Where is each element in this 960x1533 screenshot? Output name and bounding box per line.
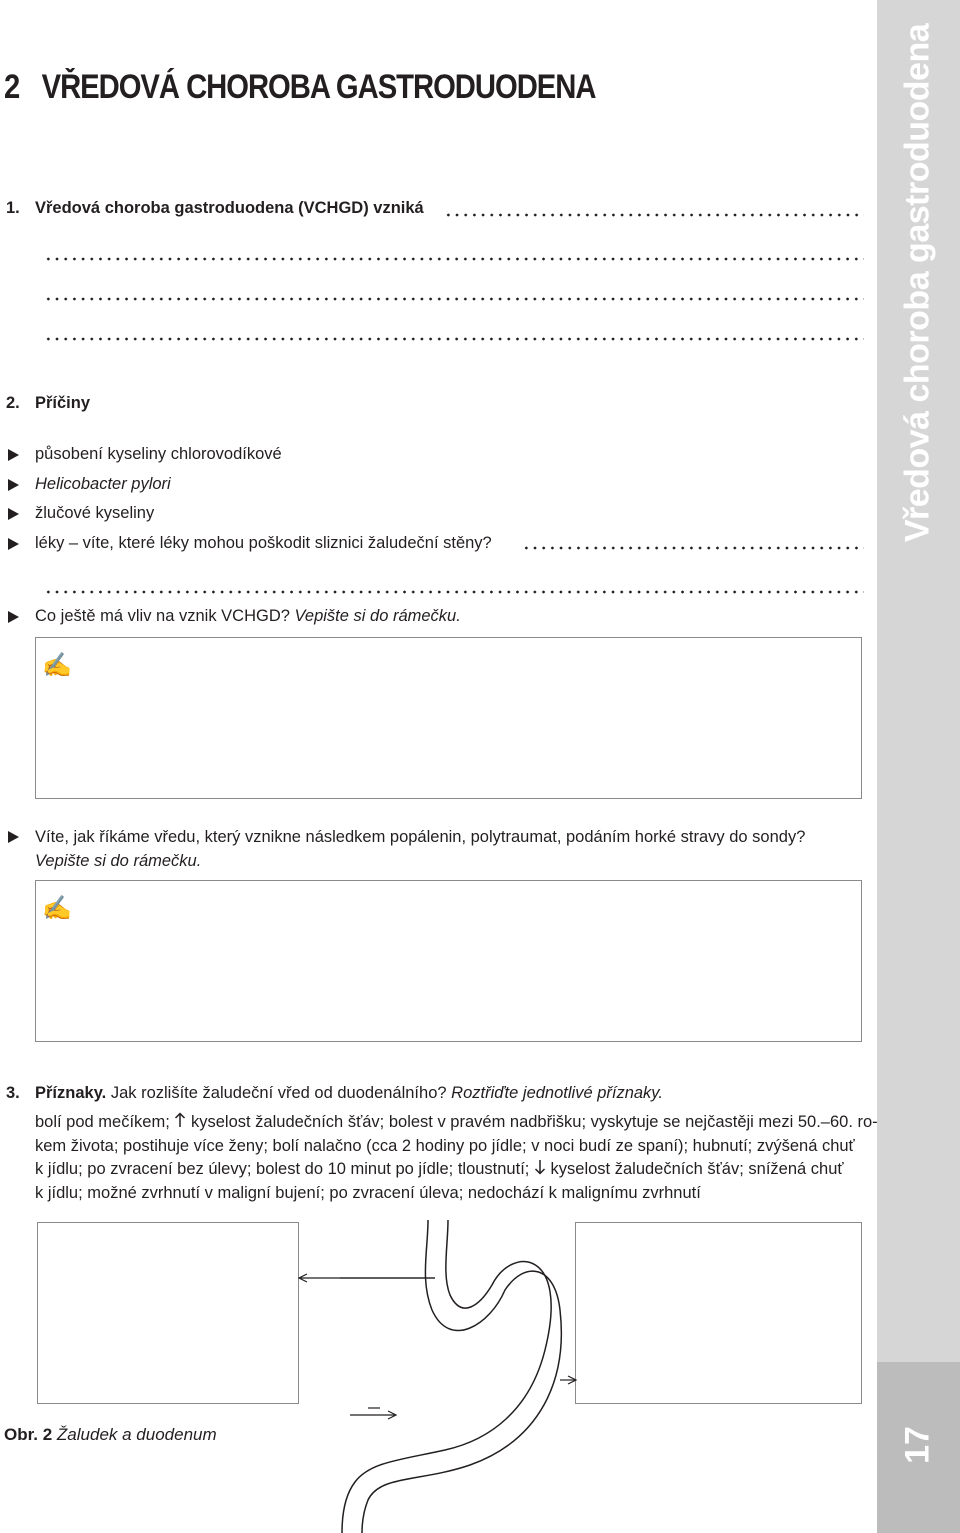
section3-question: Jak rozlišíte žaludeční vřed od duodenálního?: [110, 1084, 447, 1102]
question2: [35, 826, 865, 873]
side-tab-title: Vředová choroba gastroduodena: [898, 23, 937, 543]
cause-item: působení kyseliny chlorovodíkové: [35, 445, 282, 463]
symptoms-line: k jídlu; možné zvrhnutí v maligní bujení; po zvracení úleva; nedochází k malignímu zvrhnutí: [35, 1183, 701, 1202]
section3-heading: Příznaky.: [35, 1084, 107, 1102]
answer-line[interactable]: [444, 212, 864, 218]
bullet-triangle-icon: [8, 611, 19, 623]
section3-instruction: Roztřiďte jednotlivé příznaky.: [451, 1084, 663, 1102]
answer-box[interactable]: [35, 637, 862, 799]
symptoms-text: bolí pod mečíkem;: [35, 1113, 175, 1131]
section3-number: 3.: [6, 1084, 20, 1102]
section2-number: 2.: [6, 394, 20, 412]
figure-caption-text: Žaludek a duodenum: [56, 1425, 217, 1444]
chapter-number: 2: [4, 68, 20, 106]
symptoms-text: kyselost žaludečních šťáv; bolest v pravém nadbřišku; vyskytuje se nejčastěji mezi 50.–60. ro-: [186, 1113, 878, 1131]
answer-box[interactable]: [35, 880, 862, 1042]
section1-text: [35, 199, 424, 218]
question2-instruction: Vepište si do rámečku.: [35, 851, 202, 870]
answer-line[interactable]: [44, 256, 864, 262]
symptoms-paragraph: [35, 1111, 878, 1205]
symptoms-text: kyselost žaludečních šťáv; snížená chuť: [545, 1160, 844, 1178]
down-arrow-icon: [534, 1159, 546, 1175]
symptoms-line: [35, 1111, 878, 1135]
section2-heading: Příčiny: [35, 394, 91, 412]
bullet-triangle-icon: [8, 538, 19, 550]
section3-title: [35, 1084, 663, 1103]
symptoms-text: k jídlu; po zvracení bez úlevy; bolest do 10 minut po jídle; tloustnutí;: [35, 1160, 534, 1178]
answer-line[interactable]: [522, 545, 864, 551]
answer-line[interactable]: [44, 589, 864, 595]
section1-number: 1.: [6, 199, 20, 217]
question2-text: Víte, jak říkáme vředu, který vznikne následkem popálenin, polytraumat, podáním horké stravy do sondy?: [35, 828, 806, 846]
chapter-title-text: VŘEDOVÁ CHOROBA GASTRODUODENA: [41, 68, 596, 106]
pen-writing-icon: ✍: [42, 895, 72, 922]
bullet-triangle-icon: [8, 449, 19, 461]
pen-writing-icon: ✍: [42, 652, 72, 679]
bullet-triangle-icon: [8, 831, 19, 843]
cause-item: žlučové kyseliny: [35, 504, 155, 522]
cause-item: Helicobacter pylori: [35, 475, 171, 493]
diagram-arrows: [290, 1270, 580, 1440]
gastric-ulcer-box[interactable]: [37, 1222, 299, 1404]
figure-label: Obr. 2: [4, 1425, 53, 1444]
symptoms-line: [35, 1158, 865, 1182]
page-number: 17: [898, 1426, 937, 1464]
figure-caption: [4, 1425, 217, 1445]
chapter-title: [4, 68, 595, 107]
bullet-triangle-icon: [8, 508, 19, 520]
answer-line[interactable]: [44, 296, 864, 302]
symptoms-line: kem života; postihuje více ženy; bolí nalačno (cca 2 hodiny po jídle; v noci budí ze spaní); hubnutí; zvýšená chuť: [35, 1136, 855, 1155]
question1: [35, 607, 461, 626]
question1-text: Co ještě má vliv na vznik VCHGD?: [35, 607, 290, 625]
duodenal-ulcer-box[interactable]: [575, 1222, 862, 1404]
answer-line[interactable]: [44, 336, 864, 342]
up-arrow-icon: [174, 1112, 186, 1128]
cause-item: léky – víte, které léky mohou poškodit sliznici žaludeční stěny?: [35, 534, 492, 552]
bullet-triangle-icon: [8, 479, 19, 491]
section1-label: Vředová choroba gastroduodena (VCHGD) vzniká: [35, 199, 424, 217]
question1-instruction: Vepište si do rámečku.: [294, 607, 461, 625]
